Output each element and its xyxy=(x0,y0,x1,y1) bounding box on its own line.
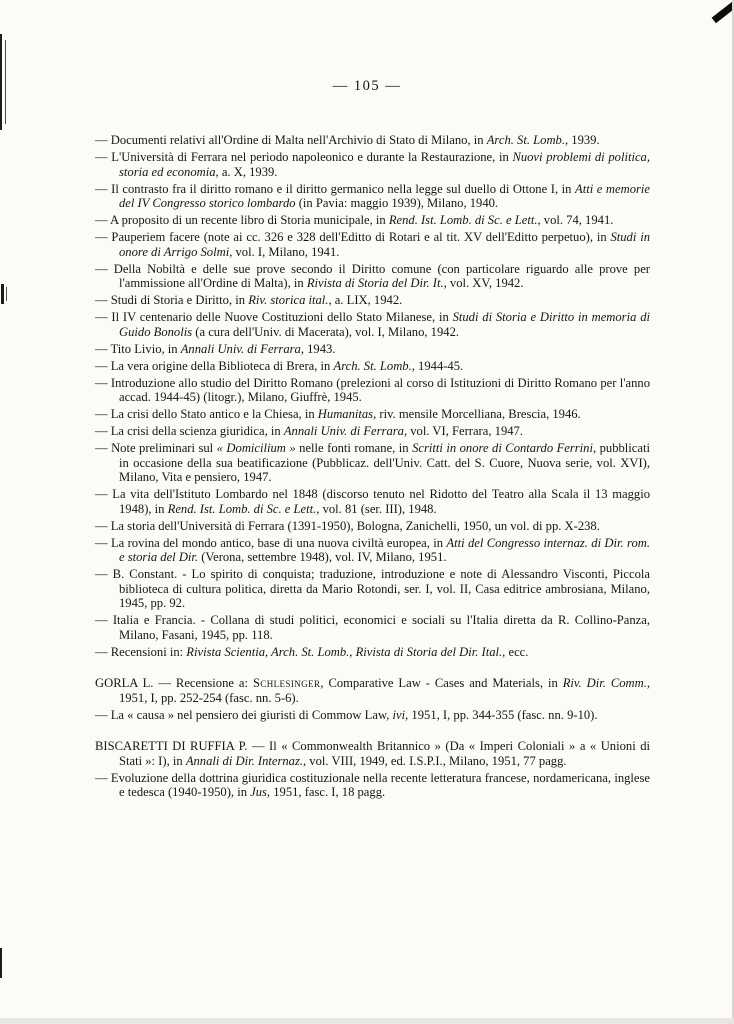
scan-artifact-binding-mark xyxy=(1,284,4,304)
entry-text: — La crisi dello Stato antico e la Chiesa, in xyxy=(95,407,318,421)
entry-text: 1951, I, pp. 344-355 (fasc. nn. 9-10). xyxy=(408,707,598,722)
bib-entry xyxy=(95,359,650,374)
entry-text: vol. VIII, 1949, ed. I.S.P.I., Milano, 1951, 77 pagg. xyxy=(306,753,567,768)
work-title-italic: Annali Univ. di Ferrara, xyxy=(283,424,408,438)
entry-text: GORLA L. — Recensione a: xyxy=(95,676,253,690)
entry-text: — Il IV centenario delle Nuove Costituzioni dello Stato Milanese, in xyxy=(95,310,453,324)
work-title-italic: Jus, xyxy=(250,785,271,799)
entry-text: — La « causa » nel pensiero dei giuristi di Commow Law, xyxy=(95,707,393,722)
work-title-italic: Studi in onore di Arrigo Solmi, xyxy=(119,230,650,259)
work-title-italic: ivi, xyxy=(392,707,409,722)
entry-text: vol. I, Milano, 1941. xyxy=(232,244,340,259)
work-title-italic: Riv. storica ital., xyxy=(248,293,332,307)
bib-entry xyxy=(95,645,650,660)
entry-text: — L'Università di Ferrara nel periodo napoleonico e durante la Restaurazione, in xyxy=(95,150,513,164)
entry-text: — Italia e Francia. - Collana di studi politici, economici e sociali su l'Italia diretta da R. Collino-Panza, Milano, Fasani, 1945, pp. 118. xyxy=(95,613,650,642)
work-title-italic: « Domicilium » xyxy=(216,441,296,455)
entry-text: — Evoluzione della dottrina giuridica costituzionale nella recente letteratura francese, nordamericana, inglese e tedesca (1940-1950), in xyxy=(95,770,650,799)
entry-text: vol. XV, 1942. xyxy=(446,276,524,290)
entry-text: 1951, I, pp. 252-254 (fasc. nn. 5-6). xyxy=(119,690,299,705)
work-title-italic: Riv. Dir. Comm., xyxy=(562,676,651,690)
entry-text: — La storia dell'Università di Ferrara (1391-1950), Bologna, Zanichelli, 1950, un vol. di pp. X-238. xyxy=(95,518,600,533)
bib-entry xyxy=(95,424,650,439)
bib-entry xyxy=(95,230,650,259)
bib-entry xyxy=(95,310,650,339)
work-title-italic: Studi di Storia e Diritto in memoria di Guido Bonolis xyxy=(119,310,650,339)
entry-text: pubblicati in occasione della sua beatificazione (Pubblicaz. dell'Univ. Catt. del S. Cuore, Nuova serie, vol. XVI), Milano, Vita e pensiero, 1947. xyxy=(119,441,650,484)
bib-entry xyxy=(95,133,650,148)
bib-entry xyxy=(95,536,650,565)
scan-artifact-binding-mark xyxy=(5,40,6,124)
work-title-italic: Nuovi problemi di politica, storia ed economia, xyxy=(119,150,650,179)
entry-text: — Recensioni in: xyxy=(95,644,187,659)
entry-text: — Note preliminari sul xyxy=(95,441,217,455)
work-title-italic: Scritti in onore di Contardo Ferrini, xyxy=(412,441,597,455)
scan-artifact-binding-mark xyxy=(0,34,2,130)
bib-entry xyxy=(95,342,650,357)
biscaretti-works xyxy=(95,739,650,800)
entry-text: a. X, 1939. xyxy=(218,164,278,179)
entry-text: Schlesinger xyxy=(252,676,321,690)
entry-text: 1944-45. xyxy=(414,358,464,373)
entry-text: — Pauperiem facere (note ai cc. 326 e 328 dell'Editto di Rotari e al tit. XV dell'Editto perpetuo), in xyxy=(95,230,611,244)
entry-text: vol. 74, 1941. xyxy=(540,213,614,227)
work-title-italic: Arch. St. Lomb., xyxy=(486,133,569,147)
entry-text: — La vita dell'Istituto Lombardo nel 1848 (discorso tenuto nel Ridotto del Teatro alla Scala il 13 maggio 1948), in xyxy=(95,487,650,516)
work-title-italic: Humanitas, xyxy=(317,407,377,421)
bib-entry xyxy=(95,487,650,516)
entry-text: — Tito Livio, in xyxy=(95,341,181,356)
entry-text: — A proposito di un recente libro di Storia municipale, in xyxy=(95,213,389,227)
work-title-italic: Rend. Ist. Lomb. di Sc. e Lett., xyxy=(167,501,320,516)
bib-entry xyxy=(95,676,650,705)
work-title-italic: Rivista di Storia del Dir. It., xyxy=(306,276,447,290)
entry-text: ecc. xyxy=(505,644,529,659)
bib-entry xyxy=(95,613,650,642)
bib-entry xyxy=(95,182,650,211)
scan-artifact-binding-mark xyxy=(0,948,2,978)
bib-entry xyxy=(95,150,650,179)
work-title-italic: Arch. St. Lomb., xyxy=(333,358,415,373)
work-title-italic: Atti del Congresso internaz. di Dir. rom. e storia del Dir. xyxy=(119,535,651,564)
entry-text: — Introduzione allo studio del Diritto Romano (prelezioni al corso di Istituzioni di Diritto Romano per l'anno accad. 1944-45) (litogr.), Milano, Giuffrè, 1945. xyxy=(95,375,650,404)
entry-text: — La rovina del mondo antico, base di una nuova civiltà europea, in xyxy=(95,535,447,550)
entry-text: (in Pavia: maggio 1939), Milano, 1940. xyxy=(295,196,499,210)
entry-text: — B. Constant. - Lo spirito di conquista; traduzione, introduzione e note di Alessandro Visconti, Piccola biblioteca di cultura politica, diretta da Mario Rotondi, ser. I, vol. II, Casa editrice ambrosiana, Milano, 1945, pp. 92. xyxy=(95,567,650,610)
bib-entry xyxy=(95,519,650,534)
entry-text: — Documenti relativi all'Ordine di Malta nell'Archivio di Stato di Milano, in xyxy=(95,133,487,147)
page-edge-bottom xyxy=(0,1018,734,1024)
entry-text: vol. 81 (ser. III), 1948. xyxy=(319,501,437,516)
bib-entry xyxy=(95,771,650,800)
entry-text: — La crisi della scienza giuridica, in xyxy=(95,424,284,438)
entry-text: nelle fonti romane, in xyxy=(295,441,413,455)
page-number: — 105 — xyxy=(332,78,402,94)
bib-entry xyxy=(95,213,650,228)
bib-entry xyxy=(95,441,650,485)
work-title-italic: Atti e memorie del IV Congresso storico lombardo xyxy=(119,181,650,210)
bib-entry xyxy=(95,739,650,768)
entry-text: , Comparative Law - Cases and Materials, in xyxy=(320,676,563,690)
entry-text: — Studi di Storia e Diritto, in xyxy=(95,293,249,307)
bib-entry xyxy=(95,376,650,405)
bib-entry xyxy=(95,262,650,291)
scan-artifact-binding-mark xyxy=(6,287,7,301)
entry-text: — Della Nobiltà e delle sue prove secondo il Diritto comune (con particolare riguardo alle prove per l'ammissione all'Ordine di Malta), in xyxy=(95,261,650,290)
entry-text: 1951, fasc. I, 18 pagg. xyxy=(270,785,386,799)
entry-text: 1939. xyxy=(568,133,600,147)
entry-text: — Il contrasto fra il diritto romano e il diritto germanico nella legge sul duello di Ottone I, in xyxy=(95,181,576,196)
bib-entry xyxy=(95,567,650,611)
entry-text: — La vera origine della Biblioteca di Brera, in xyxy=(95,358,334,373)
gorla-works xyxy=(95,676,650,722)
entry-text: BISCARETTI DI RUFFIA P. — Il « Commonwealth Britannico » (Da « Imperi Coloniali » a « Unioni di Stati »: I), in xyxy=(95,739,650,768)
bib-entry xyxy=(95,293,650,308)
entry-text: (Verona, settembre 1948), vol. IV, Milano, 1951. xyxy=(198,550,447,564)
entry-text: (a cura dell'Univ. di Macerata), vol. I, Milano, 1942. xyxy=(192,324,460,339)
work-title-italic: Annali di Dir. Internaz., xyxy=(185,753,307,768)
work-title-italic: Annali Univ. di Ferrara, xyxy=(180,341,304,356)
bib-entry xyxy=(95,407,650,422)
entry-text: vol. VI, Ferrara, 1947. xyxy=(407,424,523,438)
bib-entry xyxy=(95,708,650,723)
entry-text: 1943. xyxy=(303,341,336,356)
work-title-italic: Rend. Ist. Lomb. di Sc. e Lett., xyxy=(388,213,541,227)
work-title-italic: Rivista Scientia, Arch. St. Lomb., Rivista di Storia del Dir. Ital., xyxy=(186,644,506,659)
bibliography xyxy=(0,95,734,800)
entry-text: riv. mensile Morcelliana, Brescia, 1946. xyxy=(376,407,581,421)
entry-text: a. LIX, 1942. xyxy=(331,293,403,307)
visconti-works xyxy=(95,133,650,659)
